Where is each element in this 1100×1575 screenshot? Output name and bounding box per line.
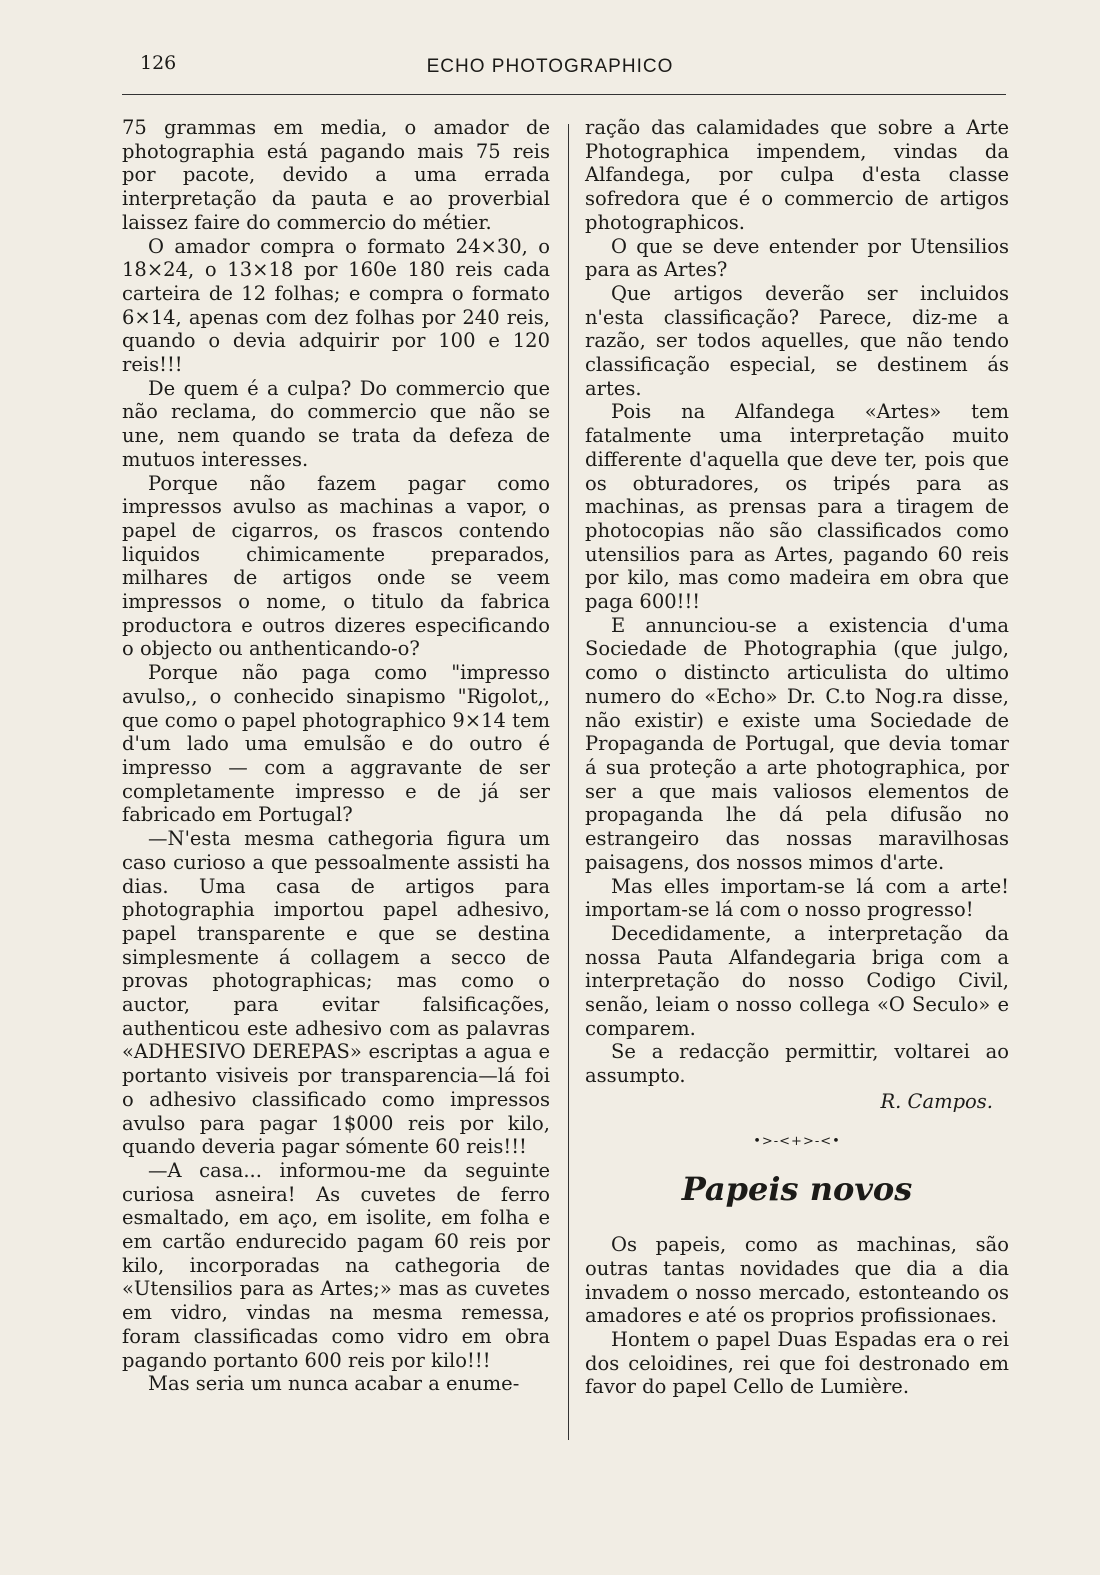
left-column [122, 116, 550, 1396]
running-title: ECHO PHOTOGRAPHICO [426, 56, 674, 77]
paragraph: Porque não fazem pagar como impressos avulso as machinas a vapor, o papel de cigarros, os frascos contendo liquidos chimicamente preparados, milhares de artigos onde se veem impressos o nome, o titulo da fabrica productora e outros dizeres especificando o objecto ou anthenticando-o? [122, 471, 550, 661]
paragraph: —A casa... informou-me da seguinte curiosa asneira! As cuvetes de ferro esmaltado, em aço, em isolite, em folha e em cartão endurecido pagam 60 reis por kilo, incorporadas na cathegoria de «Utensilios para as Artes;» mas as cuvetes em vidro, vindas na mesma remessa, foram classificadas como vidro em obra pagando portanto 600 reis por kilo!!! [122, 1158, 550, 1372]
section-title: Papeis novos [681, 1170, 913, 1209]
paragraph: O amador compra o formato 24×30, o 18×24, o 13×18 por 160e 180 reis cada carteira de 12 folhas; e compra o formato 6×14, apenas com dez folhas por 240 reis, quando o devia adquirir por 100 e 120 reis!!! [122, 234, 550, 377]
page-number: 126 [140, 52, 177, 74]
paragraph: Pois na Alfandega «Artes» tem fatalmente uma interpretação muito differente d'aquella que deve ter, pois que os obturadores, os tripés para as machinas, as prensas para a tiragem de photocopias não são classificados como utensilios para as Artes, pagando 60 reis por kilo, mas como madeira em obra que paga 600!!! [585, 400, 1009, 614]
paragraph: O que se deve entender por Utensilios para as Artes? [585, 234, 1009, 282]
right-column [585, 116, 1009, 1399]
paragraph: De quem é a culpa? Do commercio que não reclama, do commercio que não se une, nem quando se trata da defeza de mutuos interesses. [122, 376, 550, 471]
header-rule [122, 94, 1006, 95]
paragraph: Os papeis, como as machinas, são outras tantas novidades que dia a dia invadem o nosso mercado, estonteando os amadores e até os proprios profissionaes. [585, 1233, 1009, 1328]
paragraph: 75 grammas em media, o amador de photographia está pagando mais 75 reis por pacote, devido a uma errada interpretação da pauta e ao proverbial laissez faire do commercio do métier. [122, 116, 550, 234]
paragraph: Que artigos deverão ser incluidos n'esta classificação? Parece, diz-me a razão, ser todos aquelles, que não tendo classificação especial, se destinem ás artes. [585, 281, 1009, 400]
paragraph: Mas elles importam-se lá com a arte! importam-se lá com o nosso progresso! [585, 874, 1009, 922]
paragraph: Se a redacção permittir, voltarei ao assumpto. [585, 1040, 1009, 1088]
paragraph: E annunciou-se a existencia d'uma Sociedade de Photographia (que julgo, como o distincto articulista do ultimo numero do «Echo» Dr. C.to Nog.ra disse, não existir) e existe uma Sociedade de Propaganda de Portugal, que devia tomar á sua proteção a arte photographica, por ser a que mais valiosos elementos de propaganda lhe dá pela difusão no estrangeiro das nossas maravilhosas paisagens, dos nossos mimos d'arte. [585, 613, 1009, 874]
column-divider [568, 124, 569, 1440]
paragraph: Hontem o papel Duas Espadas era o rei dos celoidines, rei que foi destronado em favor do papel Cello de Lumière. [585, 1328, 1009, 1399]
paragraph: Decedidamente, a interpretação da nossa Pauta Alfandegaria briga com a interpretação do nosso Codigo Civil, senão, leiam o nosso collega «O Seculo» e comparem. [585, 921, 1009, 1040]
author-signature: R. Campos. [880, 1089, 993, 1113]
paragraph: ração das calamidades que sobre a Arte Photographica impendem, vindas da Alfandega, por culpa d'esta classe sofredora que é o commercio de artigos photographicos. [585, 116, 1009, 234]
paragraph: —N'esta mesma cathegoria figura um caso curioso a que pessoalmente assisti ha dias. Uma casa de artigos para photographia importou papel adhesivo, papel transparente e que se destina simplesmente á collagem a secco de provas photographicas; mas como o auctor, para evitar falsificações, authenticou este adhesivo com as palavras «ADHESIVO DEREPAS» escriptas a agua e portanto visiveis por transparencia—lá foi o adhesivo classificado como impressos avulso para pagar 1$000 reis por kilo, quando deveria pagar sómente 60 reis!!! [122, 827, 550, 1159]
paragraph: Mas seria um nunca acabar a enume- [148, 1372, 520, 1396]
paragraph: Porque não paga como "impresso avulso,, o conhecido sinapismo "Rigolot,, que como o papel photographico 9×14 tem d'um lado uma emulsão e do outro é impresso — com a aggravante de ser completamente impresso e de já ser fabricado em Portugal? [122, 661, 550, 827]
ornament-divider: •>-<+>-<• [753, 1133, 841, 1149]
